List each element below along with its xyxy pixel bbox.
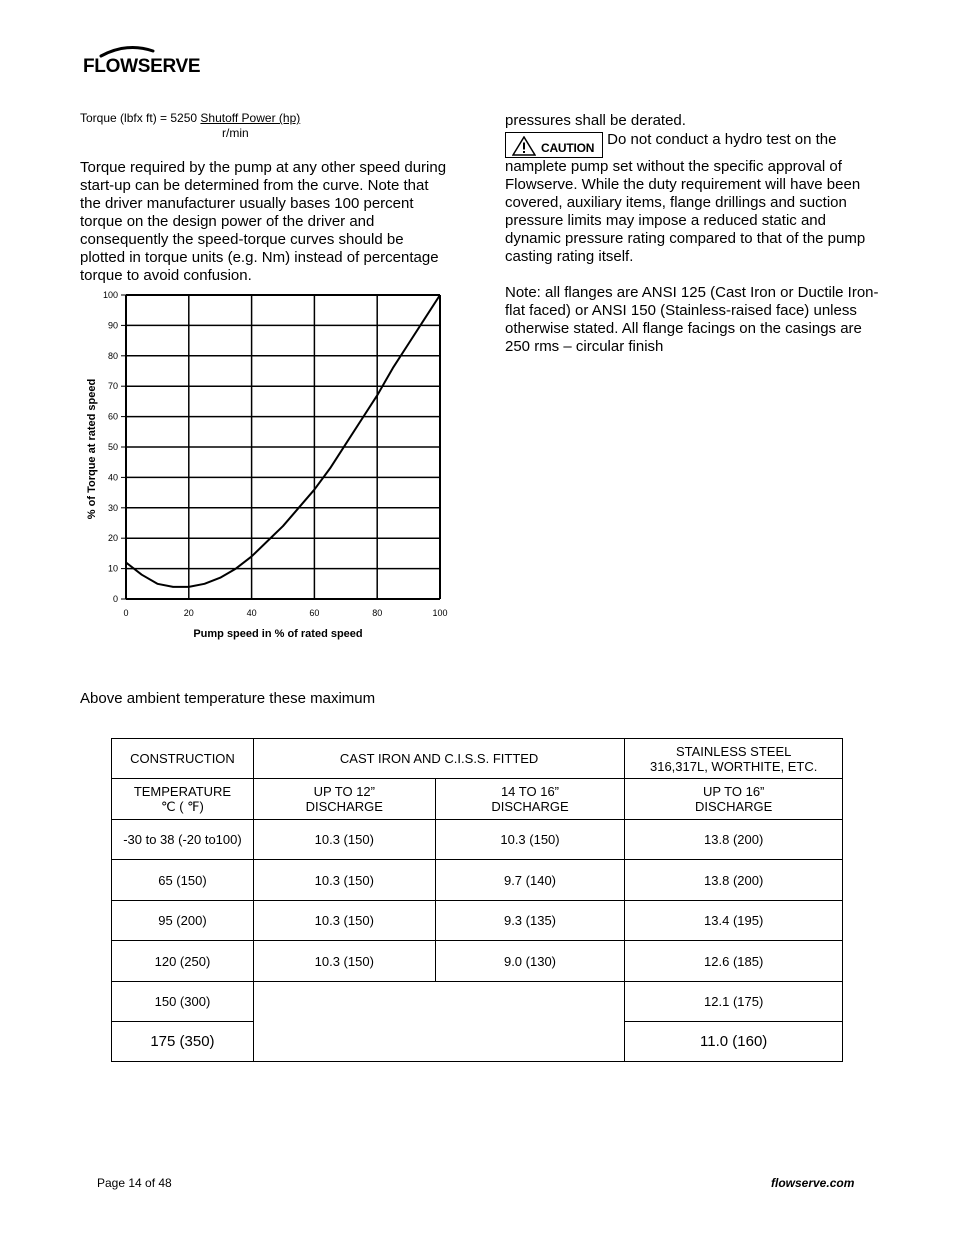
flowserve-logo bbox=[83, 44, 203, 84]
caution-label: CAUTION bbox=[541, 141, 595, 155]
table-cell: 10.3 (150) bbox=[253, 820, 435, 860]
table-row bbox=[112, 860, 843, 901]
torque-curve-line bbox=[126, 295, 440, 587]
warning-triangle-icon bbox=[512, 136, 536, 156]
table-cell: 11.0 (160) bbox=[625, 1022, 843, 1062]
y-tick-label: 100 bbox=[102, 290, 118, 300]
table-cell: 95 (200) bbox=[112, 901, 254, 941]
chart-svg bbox=[80, 285, 460, 645]
header-construction: CONSTRUCTION bbox=[112, 739, 254, 779]
y-tick-label: 70 bbox=[107, 381, 118, 392]
table-cell: 175 (350) bbox=[112, 1022, 254, 1062]
table-cell: 13.8 (200) bbox=[625, 860, 843, 901]
header-stainless: STAINLESS STEEL 316,317L, WORTHITE, ETC. bbox=[625, 739, 843, 779]
derated-line: pressures shall be derated. bbox=[505, 112, 686, 129]
x-tick-label: 40 bbox=[246, 608, 257, 618]
table-row bbox=[112, 982, 843, 1022]
table-cell: 13.8 (200) bbox=[625, 820, 843, 860]
ambient-text: Above ambient temperature these maximum bbox=[80, 690, 376, 707]
table-cell: 12.6 (185) bbox=[625, 941, 843, 982]
header-cast-iron: CAST IRON AND C.I.S.S. FITTED bbox=[253, 739, 624, 779]
y-axis-label: % of Torque at rated speed bbox=[86, 378, 98, 520]
y-tick-label: 10 bbox=[107, 563, 118, 574]
speed-torque-chart bbox=[80, 285, 460, 645]
flange-note: Note: all flanges are ANSI 125 (Cast Iron or Ductile Iron-flat faced) or ANSI 150 (Stainless-raised face) unless otherwise stated. All flange facings on the casings are 250 rms – circular finish bbox=[505, 284, 879, 355]
y-tick-label: 80 bbox=[107, 350, 118, 361]
caution-badge bbox=[505, 132, 603, 158]
table-cell: 120 (250) bbox=[112, 941, 254, 982]
table-empty-cell bbox=[253, 982, 624, 1062]
left-body-text bbox=[80, 159, 452, 285]
header-temperature: TEMPERATURE ℃ ( ℉) bbox=[112, 779, 254, 820]
formula-numerator: Shutoff Power (hp) bbox=[200, 111, 301, 125]
table-cell: 13.4 (195) bbox=[625, 901, 843, 941]
y-tick-label: 90 bbox=[107, 320, 118, 331]
formula-lhs: Torque (lbfx ft) = 5250 bbox=[80, 111, 201, 125]
footer-site: flowserve.com bbox=[771, 1176, 855, 1190]
table-cell: 10.3 (150) bbox=[253, 860, 435, 901]
table-subheader-row bbox=[112, 779, 843, 820]
formula-denominator: r/min bbox=[222, 126, 249, 140]
table-cell: 10.3 (150) bbox=[253, 941, 435, 982]
x-tick-label: 100 bbox=[432, 608, 448, 618]
table-cell: 12.1 (175) bbox=[625, 982, 843, 1022]
table-header-row bbox=[112, 739, 843, 779]
table-cell: 9.3 (135) bbox=[435, 901, 625, 941]
table-row bbox=[112, 941, 843, 982]
right-column-text bbox=[505, 112, 885, 356]
x-axis-label: Pump speed in % of rated speed bbox=[193, 628, 363, 640]
table-cell: -30 to 38 (-20 to100) bbox=[112, 820, 254, 860]
torque-formula bbox=[80, 111, 301, 140]
table-row bbox=[112, 901, 843, 941]
caution-text: Do not conduct a hydro test on the namplete pump set without the specific approval of Flowserve. While the duty requirement will have been covered, auxiliary items, flange drillings and suction pressure limits may impose a reduced static and dynamic pressure rating compared to that of the pump casting rating itself. bbox=[505, 131, 866, 265]
logo-text: FLOWSERVE bbox=[83, 56, 201, 77]
x-tick-label: 20 bbox=[183, 608, 194, 618]
pressure-rating-table bbox=[111, 738, 843, 1062]
y-tick-label: 40 bbox=[107, 472, 118, 483]
x-tick-label: 0 bbox=[123, 608, 129, 618]
y-tick-label: 60 bbox=[107, 411, 118, 422]
header-14-to-16: 14 TO 16” DISCHARGE bbox=[435, 779, 625, 820]
table-cell: 150 (300) bbox=[112, 982, 254, 1022]
header-up-to-12: UP TO 12” DISCHARGE bbox=[253, 779, 435, 820]
y-tick-label: 30 bbox=[107, 502, 118, 513]
y-tick-label: 20 bbox=[107, 533, 118, 544]
x-tick-label: 80 bbox=[372, 608, 383, 618]
table-cell: 10.3 (150) bbox=[253, 901, 435, 941]
y-tick-label: 50 bbox=[107, 442, 118, 452]
torque-paragraph: Torque required by the pump at any other speed during start-up can be determined from the curve. Note that the driver manufacturer usually bases 100 percent torque on the design power of the driver and consequently the speed-torque curves should be plotted in torque units (e.g. Nm) instead of percentage torque to avoid confusion. bbox=[80, 159, 447, 284]
x-tick-label: 60 bbox=[309, 608, 320, 618]
page-number: Page 14 of 48 bbox=[97, 1176, 172, 1190]
y-tick-label: 0 bbox=[112, 594, 118, 604]
table-cell: 9.0 (130) bbox=[435, 941, 625, 982]
table-row bbox=[112, 820, 843, 860]
table-cell: 65 (150) bbox=[112, 860, 254, 901]
header-up-to-16: UP TO 16” DISCHARGE bbox=[625, 779, 843, 820]
table-cell: 10.3 (150) bbox=[435, 820, 625, 860]
table-cell: 9.7 (140) bbox=[435, 860, 625, 901]
